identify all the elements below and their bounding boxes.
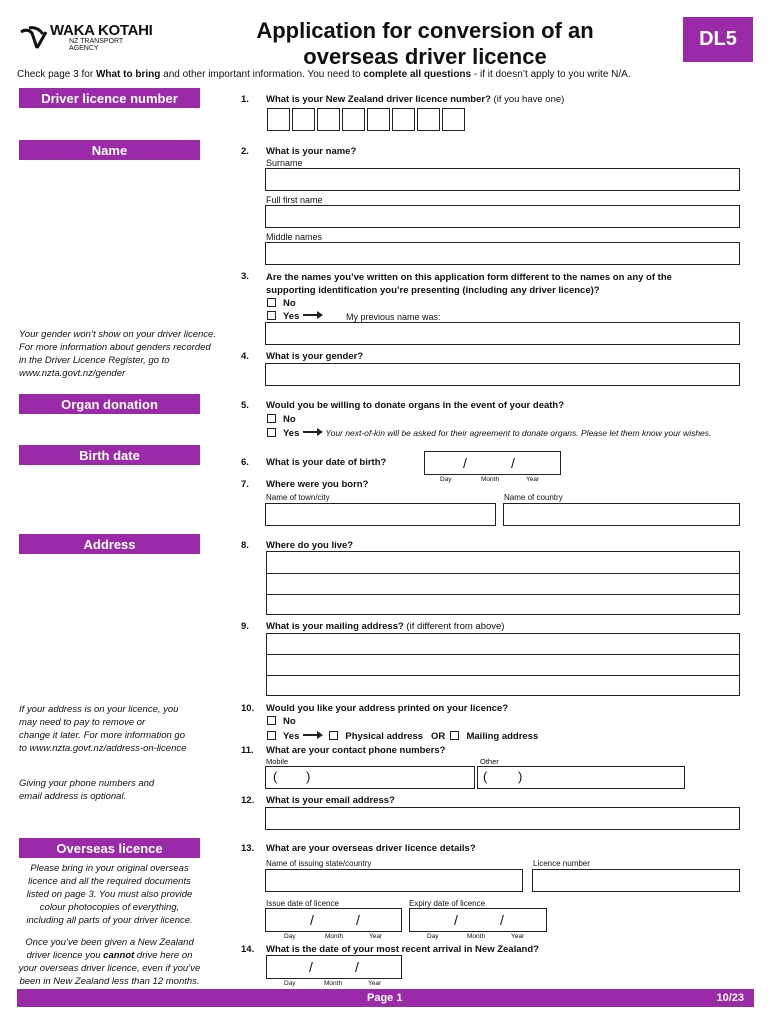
q9-number: 9. (241, 621, 249, 632)
page-number: Page 1 (367, 992, 403, 1004)
previous-name-field[interactable] (265, 322, 740, 345)
arrow-right-icon (303, 314, 321, 316)
brand-name: WAKA KOTAHI (50, 22, 153, 39)
section-organ-donation: Organ donation (19, 394, 200, 414)
checkbox[interactable] (267, 716, 276, 725)
q6-text: What is your date of birth? (266, 457, 387, 468)
issue-date-field[interactable]: / / (265, 908, 402, 932)
section-overseas-licence: Overseas licence (19, 838, 200, 858)
other-label: Other (480, 757, 499, 766)
q14-text: What is the date of your most recent arrival in New Zealand? (266, 944, 539, 955)
licence-digit[interactable] (267, 108, 290, 131)
checkbox[interactable] (267, 298, 276, 307)
q4-text: What is your gender? (266, 351, 364, 362)
q10-no-option[interactable]: No (267, 716, 296, 727)
middle-names-field[interactable] (265, 242, 740, 265)
q5-number: 5. (241, 400, 249, 411)
arrival-year-label: Year (368, 980, 382, 987)
expiry-date-label: Expiry date of licence (409, 899, 486, 908)
first-name-field[interactable] (265, 205, 740, 228)
arrival-month-label: Month (324, 980, 343, 987)
checkbox[interactable] (267, 428, 276, 437)
issuing-country-field[interactable] (265, 869, 523, 892)
town-label: Name of town/city (266, 493, 330, 502)
dob-field[interactable]: / / (424, 451, 561, 475)
surname-field[interactable] (265, 168, 740, 191)
q11-number: 11. (241, 745, 254, 756)
q4-number: 4. (241, 351, 249, 362)
logo (19, 20, 169, 56)
address-fee-side-note: If your address is on your licence, you may need to pay to remove or change it later. For more information go to www.nzta.govt.nz/address-on-licence (19, 704, 187, 754)
section-driver-licence: Driver licence number (19, 88, 200, 108)
q10-number: 10. (241, 703, 255, 714)
issuing-country-label: Name of issuing state/country (266, 859, 372, 868)
checkbox[interactable] (267, 731, 276, 740)
cannot-drive-side-note: Once you’ve been given a New Zealand driver licence you cannot drive here on your overseas driver licence, even if you’ve been in New Zealand less than 12 months. (18, 937, 201, 987)
licence-digit[interactable] (342, 108, 365, 131)
q10-yes-option[interactable]: Yes Physical address OR Mailing address (267, 731, 538, 742)
section-name: Name (19, 140, 200, 160)
section-birth-date: Birth date (19, 445, 200, 465)
licence-number-label: Licence number (533, 859, 590, 868)
q12-text: What is your email address? (266, 795, 395, 806)
q1-text: What is your New Zealand driver licence number? (if you have one) (266, 94, 565, 105)
other-phone-field[interactable]: ( ) (477, 766, 685, 789)
birth-country-field[interactable] (503, 503, 740, 526)
licence-digit[interactable] (367, 108, 390, 131)
q3-number: 3. (241, 271, 249, 282)
q2-text: What is your name? (266, 146, 357, 157)
licence-digit[interactable] (317, 108, 340, 131)
q7-text: Where were you born? (266, 479, 369, 490)
q13-number: 13. (241, 843, 255, 854)
page-title: Application for conversion of an overseas driver licence (256, 18, 594, 69)
birth-town-field[interactable] (265, 503, 496, 526)
surname-label: Surname (266, 158, 303, 168)
form-code-badge: DL5 (683, 17, 753, 62)
q14-number: 14. (241, 944, 255, 955)
brand-sub: NZ TRANSPORT AGENCY (69, 38, 124, 52)
first-name-label: Full first name (266, 195, 323, 205)
q11-text: What are your contact phone numbers? (266, 745, 446, 756)
q9-text: What is your mailing address? (if different from above) (266, 621, 505, 632)
licence-digit[interactable] (292, 108, 315, 131)
expiry-date-field[interactable]: / / (409, 908, 547, 932)
overseas-licence-number-field[interactable] (532, 869, 740, 892)
dob-day-label: Day (440, 476, 452, 483)
mailing-address-field[interactable] (266, 633, 740, 696)
q7-number: 7. (241, 479, 249, 490)
expiry-day-label: Day (427, 933, 439, 940)
q5-text: Would you be willing to donate organs in the event of your death? (266, 400, 565, 411)
previous-name-label: My previous name was: (346, 312, 441, 322)
middle-names-label: Middle names (266, 232, 323, 242)
q13-text: What are your overseas driver licence details? (266, 843, 476, 854)
q12-number: 12. (241, 795, 255, 806)
arrow-right-icon (303, 734, 321, 736)
q5-no-option[interactable]: No (267, 414, 296, 425)
q3-text: Are the names you’ve written on this application form different to the names on any of the supporting identification you’re presenting (including any driver licence)? (266, 272, 672, 296)
dob-year-label: Year (526, 476, 540, 483)
q2-number: 2. (241, 146, 249, 157)
licence-digit[interactable] (392, 108, 415, 131)
q5-note: Your next-of-kin will be asked for their agreement to donate organs. Please let them know your wishes. (325, 428, 712, 438)
issue-year-label: Year (369, 933, 383, 940)
q3-no-option[interactable]: No (267, 298, 296, 309)
country-label: Name of country (504, 493, 563, 502)
arrival-day-label: Day (284, 980, 296, 987)
q1-number: 1. (241, 94, 249, 105)
gender-field[interactable] (265, 363, 740, 386)
issue-month-label: Month (325, 933, 344, 940)
mobile-label: Mobile (266, 757, 289, 766)
expiry-year-label: Year (511, 933, 525, 940)
mailing-address-checkbox[interactable] (450, 731, 459, 740)
dob-month-label: Month (481, 476, 500, 483)
licence-digit[interactable] (417, 108, 440, 131)
mobile-phone-field[interactable]: ( ) (265, 766, 475, 789)
intro-text: Check page 3 for What to bring and other important information. You need to complete all questions - if it doesn’t apply to you write N/A. (17, 69, 631, 80)
waka-kotahi-logo-icon (19, 24, 49, 54)
residential-address-field[interactable] (266, 551, 740, 615)
checkbox[interactable] (267, 414, 276, 423)
q6-number: 6. (241, 457, 249, 468)
q10-text: Would you like your address printed on your licence? (266, 703, 509, 714)
arrow-right-icon (303, 431, 321, 433)
bring-original-side-note: Please bring in your original overseas licence and all the required documents listed on page 3. You must also provide colour photocopies of everything, including all parts of your driver licence. (26, 863, 193, 926)
licence-digit[interactable] (442, 108, 465, 131)
arrival-date-field[interactable]: / / (266, 955, 402, 979)
phone-optional-side-note: Giving your phone numbers and email address is optional. (19, 778, 155, 802)
issue-date-label: Issue date of licence (266, 899, 339, 908)
gender-side-note: Your gender won’t show on your driver licence. For more information about genders recorded in the Driver Licence Register, go to www.nzta.govt.nz/gender (19, 329, 216, 379)
section-address: Address (19, 534, 200, 554)
email-field[interactable] (265, 807, 740, 830)
form-version: 10/23 (716, 992, 744, 1004)
issue-day-label: Day (284, 933, 296, 940)
q8-text: Where do you live? (266, 540, 354, 551)
physical-address-checkbox[interactable] (329, 731, 338, 740)
q5-yes-option[interactable]: Yes Your next-of-kin will be asked for their agreement to donate organs. Please let them know your wishes. (267, 428, 711, 439)
q3-yes-option[interactable]: Yes (267, 311, 325, 322)
expiry-month-label: Month (467, 933, 486, 940)
q8-number: 8. (241, 540, 249, 551)
footer-bar (17, 989, 754, 1007)
checkbox[interactable] (267, 311, 276, 320)
